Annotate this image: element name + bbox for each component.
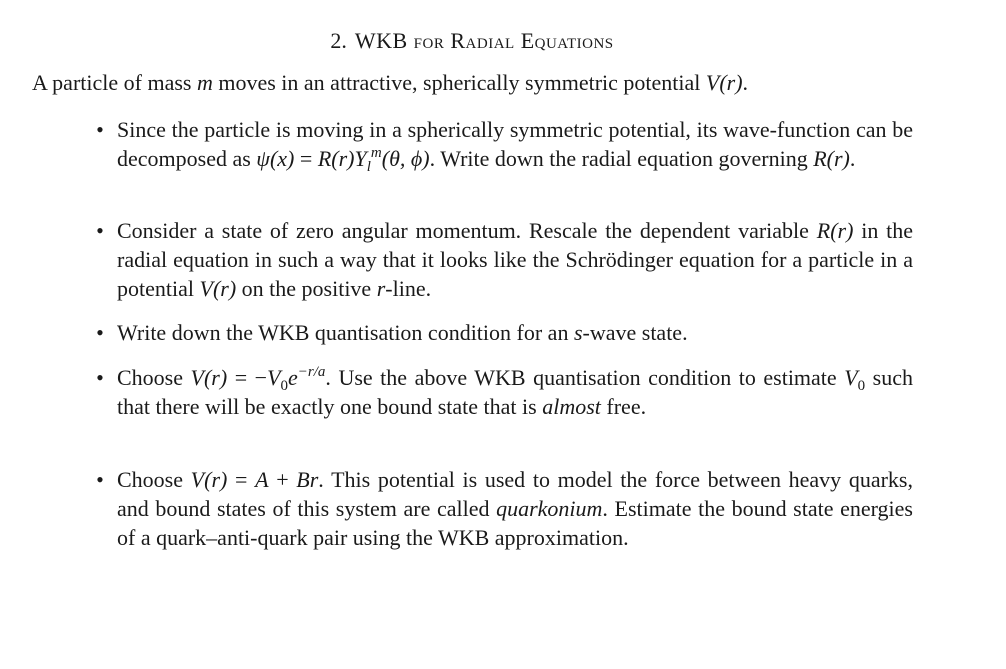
text-run: Choose	[117, 467, 191, 492]
math-r: r	[376, 276, 386, 301]
math-subscript: 0	[280, 378, 289, 394]
section-number: 2.	[330, 28, 347, 53]
math-exp-potential	[190, 364, 326, 394]
text-run: . Estimate the bound state energies of a quark–anti-quark pair using the WKB approximation.	[117, 496, 913, 550]
bullet-icon: •	[96, 218, 104, 243]
math-symbol: R	[813, 146, 827, 171]
math-argument: (r)	[203, 365, 228, 390]
math-potential	[199, 276, 236, 301]
math-argument: (r)	[830, 218, 854, 243]
bullet-icon: •	[96, 365, 104, 390]
math-argument: (r)	[719, 70, 743, 95]
bullet-icon: •	[96, 117, 104, 142]
math-argument: (r)	[826, 146, 850, 171]
math-symbol: e	[288, 365, 298, 390]
section-title: WKB for Radial Equations	[354, 28, 614, 53]
text-run: on the positive	[236, 276, 377, 301]
intro-text: .	[742, 70, 749, 95]
text-run: in the radial equation in such a way that it looks like the Schrödinger equation for a particle in a potential	[117, 218, 913, 301]
text-run: free.	[600, 394, 647, 419]
math-argument: (θ, ϕ)	[381, 146, 430, 171]
intro-paragraph	[32, 68, 932, 98]
item-text	[117, 363, 913, 421]
math-argument: (r)	[204, 467, 228, 492]
math-superscript: m	[370, 145, 382, 161]
text-run: . Write down the radial equation governing	[429, 146, 814, 171]
math-s: s	[573, 320, 583, 345]
intro-text: moves in an attractive, spherically symmetric potential	[212, 70, 706, 95]
text-run: Since the particle is moving in a spherically symmetric potential, its wave-function can be decomposed as	[117, 117, 913, 171]
math-symbol: R	[816, 218, 831, 243]
math-symbol: V	[705, 70, 720, 95]
item-text	[117, 216, 913, 303]
math-radial	[817, 218, 854, 243]
math-symbol: V	[199, 276, 213, 301]
math-symbol: ψ	[256, 146, 270, 171]
math-argument: (r)	[331, 146, 355, 171]
math-wavefunction	[256, 145, 430, 175]
emphasis-text: quarkonium	[496, 496, 603, 521]
bullet-icon: •	[96, 320, 104, 345]
math-symbol: V	[190, 467, 205, 492]
math-operator: =	[294, 146, 318, 171]
math-symbol: Y	[354, 146, 367, 171]
math-argument: (r)	[212, 276, 237, 301]
math-mass: m	[196, 70, 213, 95]
text-run: -line.	[385, 276, 432, 301]
intro-text: A particle of mass	[32, 70, 197, 95]
math-symbol: Br	[296, 467, 319, 492]
math-operator: =	[227, 467, 256, 492]
item-text	[117, 465, 913, 552]
math-symbol: R	[317, 146, 332, 171]
item-text	[117, 115, 913, 173]
text-run: . Use the above WKB quantisation condition to estimate	[325, 365, 845, 390]
math-radial	[813, 146, 850, 171]
text-run: -wave state.	[582, 320, 688, 345]
math-symbol: A	[255, 467, 269, 492]
math-operator: +	[268, 467, 297, 492]
text-run: Choose	[117, 365, 191, 390]
math-symbol: V	[267, 365, 281, 390]
bullet-icon: •	[96, 467, 104, 492]
item-text	[117, 318, 913, 347]
emphasis-text: almost	[542, 394, 601, 419]
math-subscript: l	[366, 159, 371, 175]
math-symbol: V	[844, 365, 858, 390]
math-argument: (x)	[269, 146, 295, 171]
math-potential	[706, 70, 743, 95]
math-linear-potential	[191, 467, 319, 492]
math-subscript: 0	[857, 378, 866, 394]
text-run: . This potential is used to model the force between heavy quarks, and bound states of this system are called	[117, 467, 913, 521]
text-run: Consider a state of zero angular momentum. Rescale the dependent variable	[117, 218, 817, 243]
text-run: such that there will be exactly one bound state that is	[117, 365, 914, 419]
section-heading	[0, 27, 944, 55]
math-superscript: −r/a	[297, 364, 326, 380]
text-run: .	[849, 146, 856, 171]
math-symbol: V	[190, 365, 204, 390]
math-v0	[844, 365, 866, 394]
text-run: Write down the WKB quantisation condition for an	[117, 320, 574, 345]
math-operator: = −	[227, 365, 268, 390]
